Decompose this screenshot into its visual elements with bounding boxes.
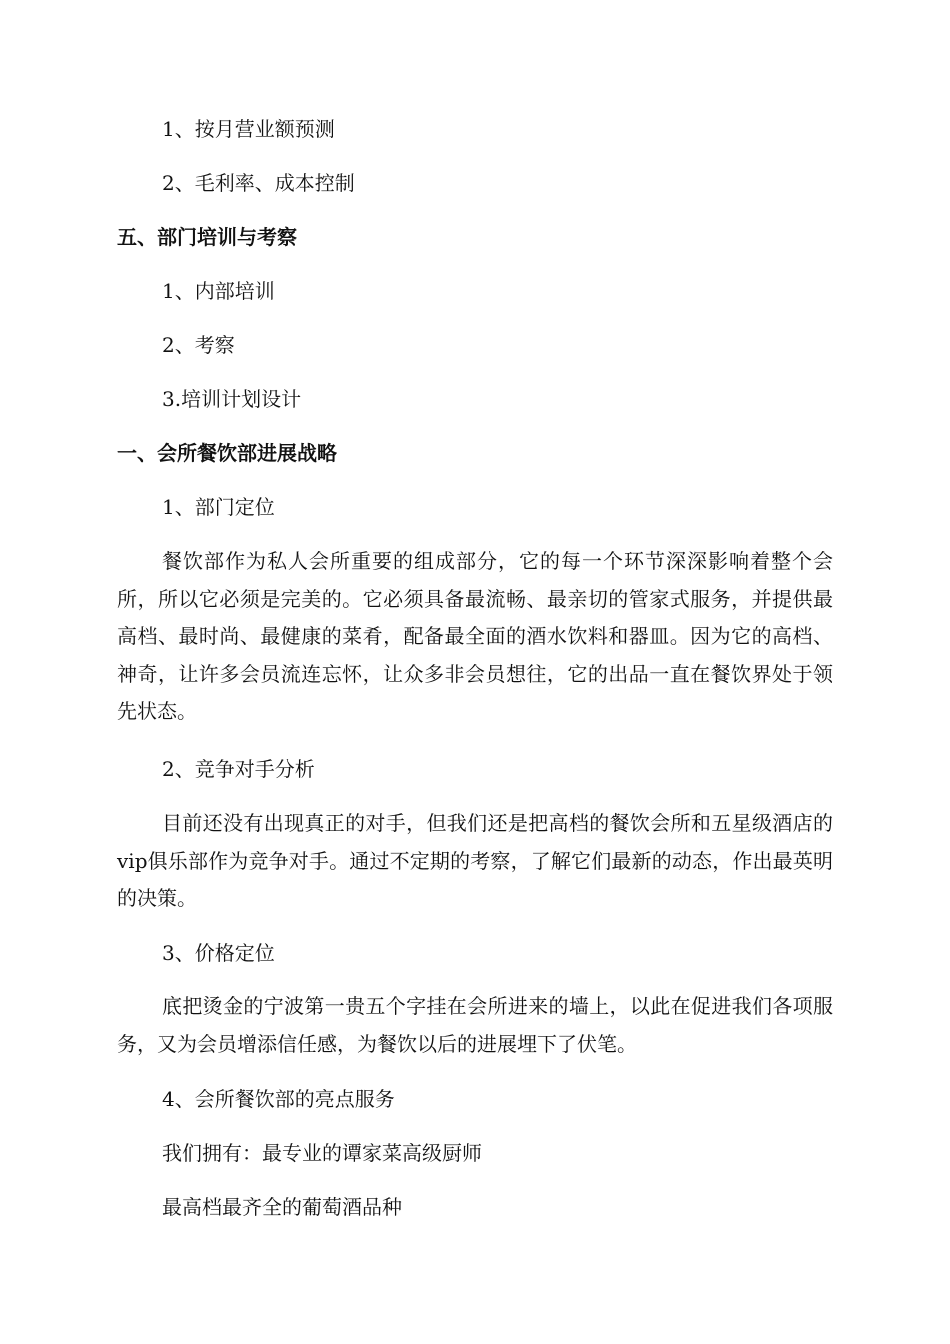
item-training-plan: 3.培训计划设计 <box>162 387 302 411</box>
highlight-wine: 最高档最齐全的葡萄酒品种 <box>162 1195 402 1219</box>
subheading-competitors: 2、竞争对手分析 <box>162 757 315 781</box>
subheading-positioning: 1、部门定位 <box>162 495 275 519</box>
section-heading-strategy: 一、会所餐饮部进展战略 <box>117 441 337 465</box>
item-gross-margin: 2、毛利率、成本控制 <box>162 171 355 195</box>
highlight-chef: 我们拥有：最专业的谭家菜高级厨师 <box>162 1141 482 1165</box>
item-revenue-forecast: 1、按月营业额预测 <box>162 117 335 141</box>
item-inspection: 2、考察 <box>162 333 235 357</box>
paragraph-pricing: 底把烫金的宁波第一贵五个字挂在会所进来的墙上，以此在促进我们各项服务，又为会员增添信任感，为餐饮以后的进展埋下了伏笔。 <box>117 994 833 1056</box>
paragraph-competitors: 目前还没有出现真正的对手，但我们还是把高档的餐饮会所和五星级酒店的vip俱乐部作为竞争对手。通过不定期的考察，了解它们最新的动态，作出最英明的决策。 <box>117 811 833 910</box>
section-heading-training: 五、部门培训与考察 <box>117 225 297 249</box>
item-internal-training: 1、内部培训 <box>162 279 275 303</box>
subheading-highlights: 4、会所餐饮部的亮点服务 <box>162 1087 395 1111</box>
paragraph-positioning: 餐饮部作为私人会所重要的组成部分，它的每一个环节深深影响着整个会所，所以它必须是完美的。它必须具备最流畅、最亲切的管家式服务，并提供最高档、最时尚、最健康的菜肴，配备最全面的酒水饮料和器皿。因为它的高档、神奇，让许多会员流连忘怀，让众多非会员想往，它的出品一直在餐饮界处于领先状态。 <box>117 549 833 723</box>
subheading-pricing: 3、价格定位 <box>162 941 275 965</box>
